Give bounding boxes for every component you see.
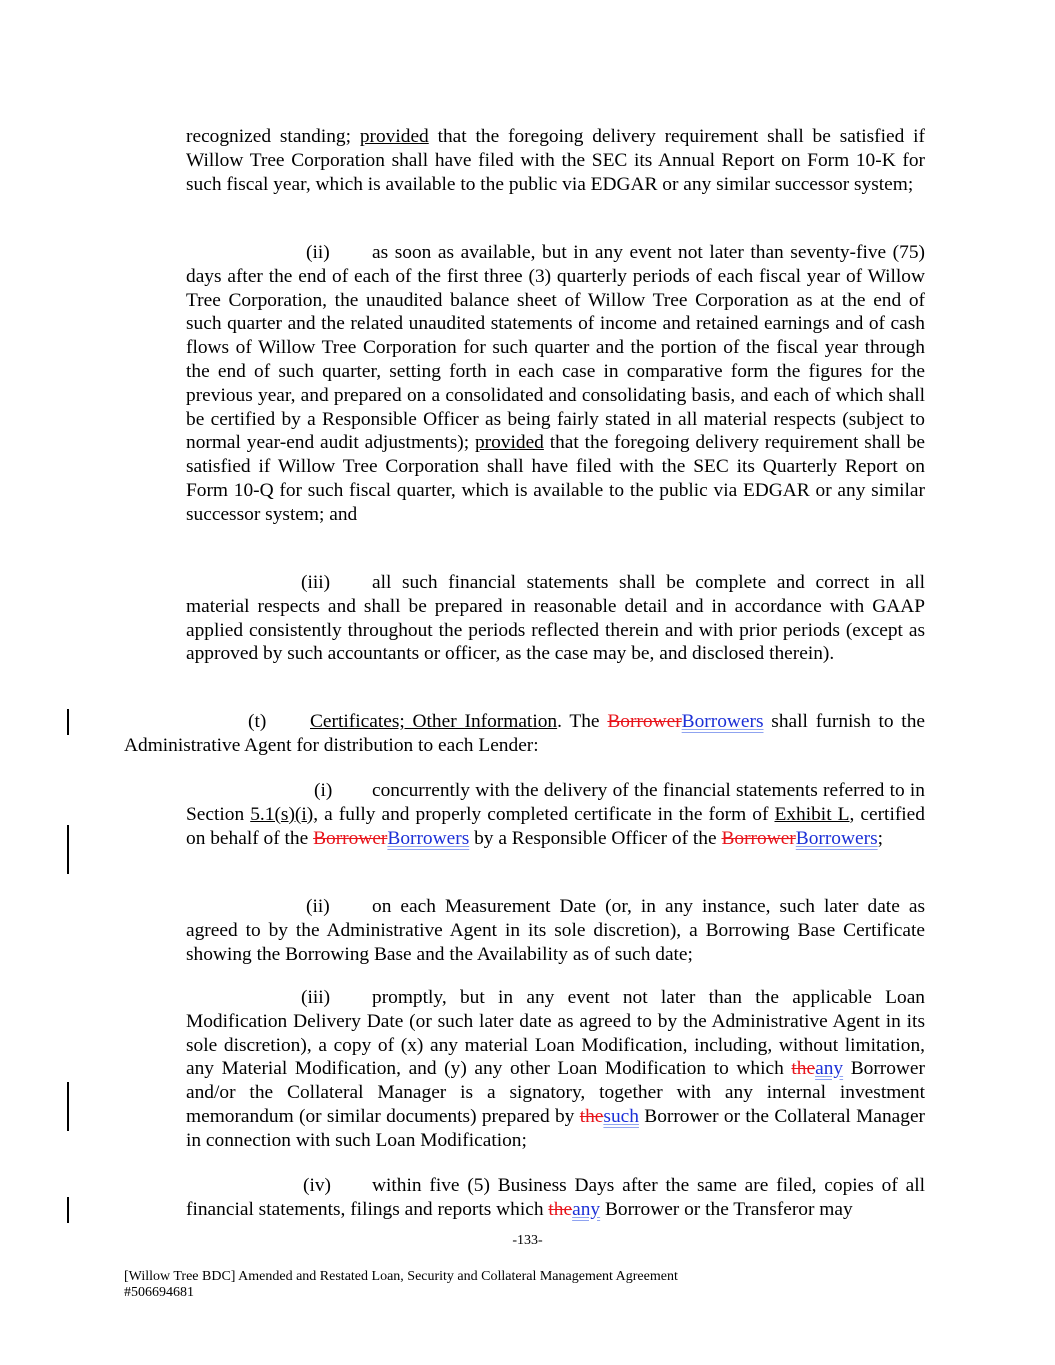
- inserted-text: Borrowers: [795, 827, 878, 849]
- inserted-text: Borrowers: [387, 827, 470, 849]
- page-number: -133-: [512, 1233, 543, 1248]
- underlined-text: Exhibit L: [774, 803, 850, 825]
- underlined-text: Certificates; Other Information: [310, 711, 558, 732]
- text-run: on each Measurement Date (or, in any instance, such later date as agreed to by the Administrative Agent in its sole discretion), a Borrowing Base Certificate showing the Borrowing Base and the Availability as of such date;: [186, 896, 925, 965]
- paragraph-continuation: [186, 125, 925, 196]
- text-run: recognized standing;: [186, 126, 360, 147]
- text-run: Borrower or the Transferor may: [600, 1198, 853, 1220]
- inserted-text: Borrowers: [681, 711, 764, 732]
- change-bar: [67, 1082, 69, 1131]
- clause-label: (i): [314, 780, 333, 801]
- text-run: concurrently with the delivery of the financial statements referred to in Section: [186, 780, 925, 825]
- inserted-text: such: [603, 1105, 639, 1127]
- text-run: all such financial statements shall be complete and correct in all material respects and shall be prepared in reasonable detail and in accordance with GAAP applied consistently throughout the periods reflected therein and with prior periods (except as approved by such accountants or officer, as the case may be, and disclosed therein).: [186, 572, 925, 665]
- text-run: Borrower and/or the Collateral Manager is a signatory, together with any internal investment memorandum (or similar documents) prepared by: [186, 1058, 926, 1127]
- clause-label: (t): [248, 711, 267, 732]
- clause-label: (ii): [306, 242, 330, 263]
- text-run: , a fully and properly completed certificate in the form of: [313, 803, 775, 825]
- footer-doc-id: #506694681: [124, 1285, 194, 1300]
- deleted-text: Borrower: [721, 827, 796, 849]
- underlined-text: 5.1(s)(i): [250, 803, 314, 825]
- text-run: promptly, but in any event not later than the applicable Loan Modification Delivery Date (or such later date as agreed to by the Administrative Agent in its sole discretion), a copy of (x) any material Loan Modification, including, without limitation, any Material Modification, and (y) any other Loan Modification to which: [186, 987, 925, 1080]
- text-run: , certified on behalf of the: [186, 803, 925, 849]
- change-bar: [67, 709, 69, 735]
- text-run: by a Responsible Officer of the: [469, 827, 722, 849]
- deleted-text: the: [548, 1198, 573, 1220]
- text-run: ;: [877, 827, 884, 849]
- deleted-text: Borrower: [607, 711, 682, 732]
- change-bar: [67, 825, 69, 874]
- deleted-text: Borrower: [313, 827, 388, 849]
- paragraph-i-certificate: [186, 779, 925, 850]
- clause-label: (ii): [306, 896, 330, 917]
- footer-title: [Willow Tree BDC] Amended and Restated Loan, Security and Collateral Management Agreement: [124, 1269, 678, 1284]
- paragraph-iii-statements: [186, 571, 925, 666]
- text-run: Borrower or the Collateral Manager in connection with such Loan Modification;: [186, 1105, 926, 1151]
- change-bar: [67, 1197, 69, 1223]
- paragraph-ii-measurement: [186, 895, 925, 966]
- paragraph-iv-filings: [186, 1174, 925, 1222]
- underlined-text: provided: [474, 432, 544, 454]
- deleted-text: the: [579, 1105, 604, 1127]
- text-run: shall furnish to the Administrative Agent for distribution to each Lender:: [124, 711, 926, 756]
- text-run: as soon as available, but in any event not later than seventy-five (75) days after the end of each of the first three (3) quarterly periods of each fiscal year of Willow Tree Corporation, the unaudited balance sheet of Willow Tree Corporation as at the end of such quarter and the related unaudited statements of income and retained earnings and of cash flows of Willow Tree Corporation for such quarter and the portion of the fiscal year through the end of such quarter, setting forth in each case in comparative form the figures for the previous year, and prepared on a consolidated and consolidating basis, and each of which shall be certified by a Responsible Officer as being fairly stated in all material respects (subject to normal year-end audit adjustments);: [186, 242, 925, 454]
- inserted-text: any: [572, 1198, 601, 1220]
- paragraph-iii-loan-modification: [186, 986, 925, 1153]
- text-run: that the foregoing delivery requirement shall be satisfied if Willow Tree Corporation shall have filed with the SEC its Annual Report on Form 10-K for such fiscal year, which is available to the public via EDGAR or any similar successor system;: [186, 126, 925, 195]
- clause-label: (iii): [301, 987, 331, 1008]
- deleted-text: the: [791, 1058, 816, 1080]
- clause-label: (iv): [303, 1175, 331, 1196]
- text-run: that the foregoing delivery requirement shall be satisfied if Willow Tree Corporation shall have filed with the SEC its Quarterly Report on Form 10-Q for such fiscal quarter, which is available to the public via EDGAR or any similar successor system; and: [186, 432, 926, 525]
- clause-label: (iii): [301, 572, 331, 593]
- inserted-text: any: [815, 1058, 844, 1080]
- underlined-text: provided: [359, 126, 429, 147]
- paragraph-ii-quarterly: [186, 241, 925, 527]
- text-run: . The: [557, 711, 608, 732]
- text-run: within five (5) Business Days after the same are filed, copies of all financial statements, filings and reports which: [186, 1175, 925, 1220]
- paragraph-t-certificates: [124, 710, 925, 758]
